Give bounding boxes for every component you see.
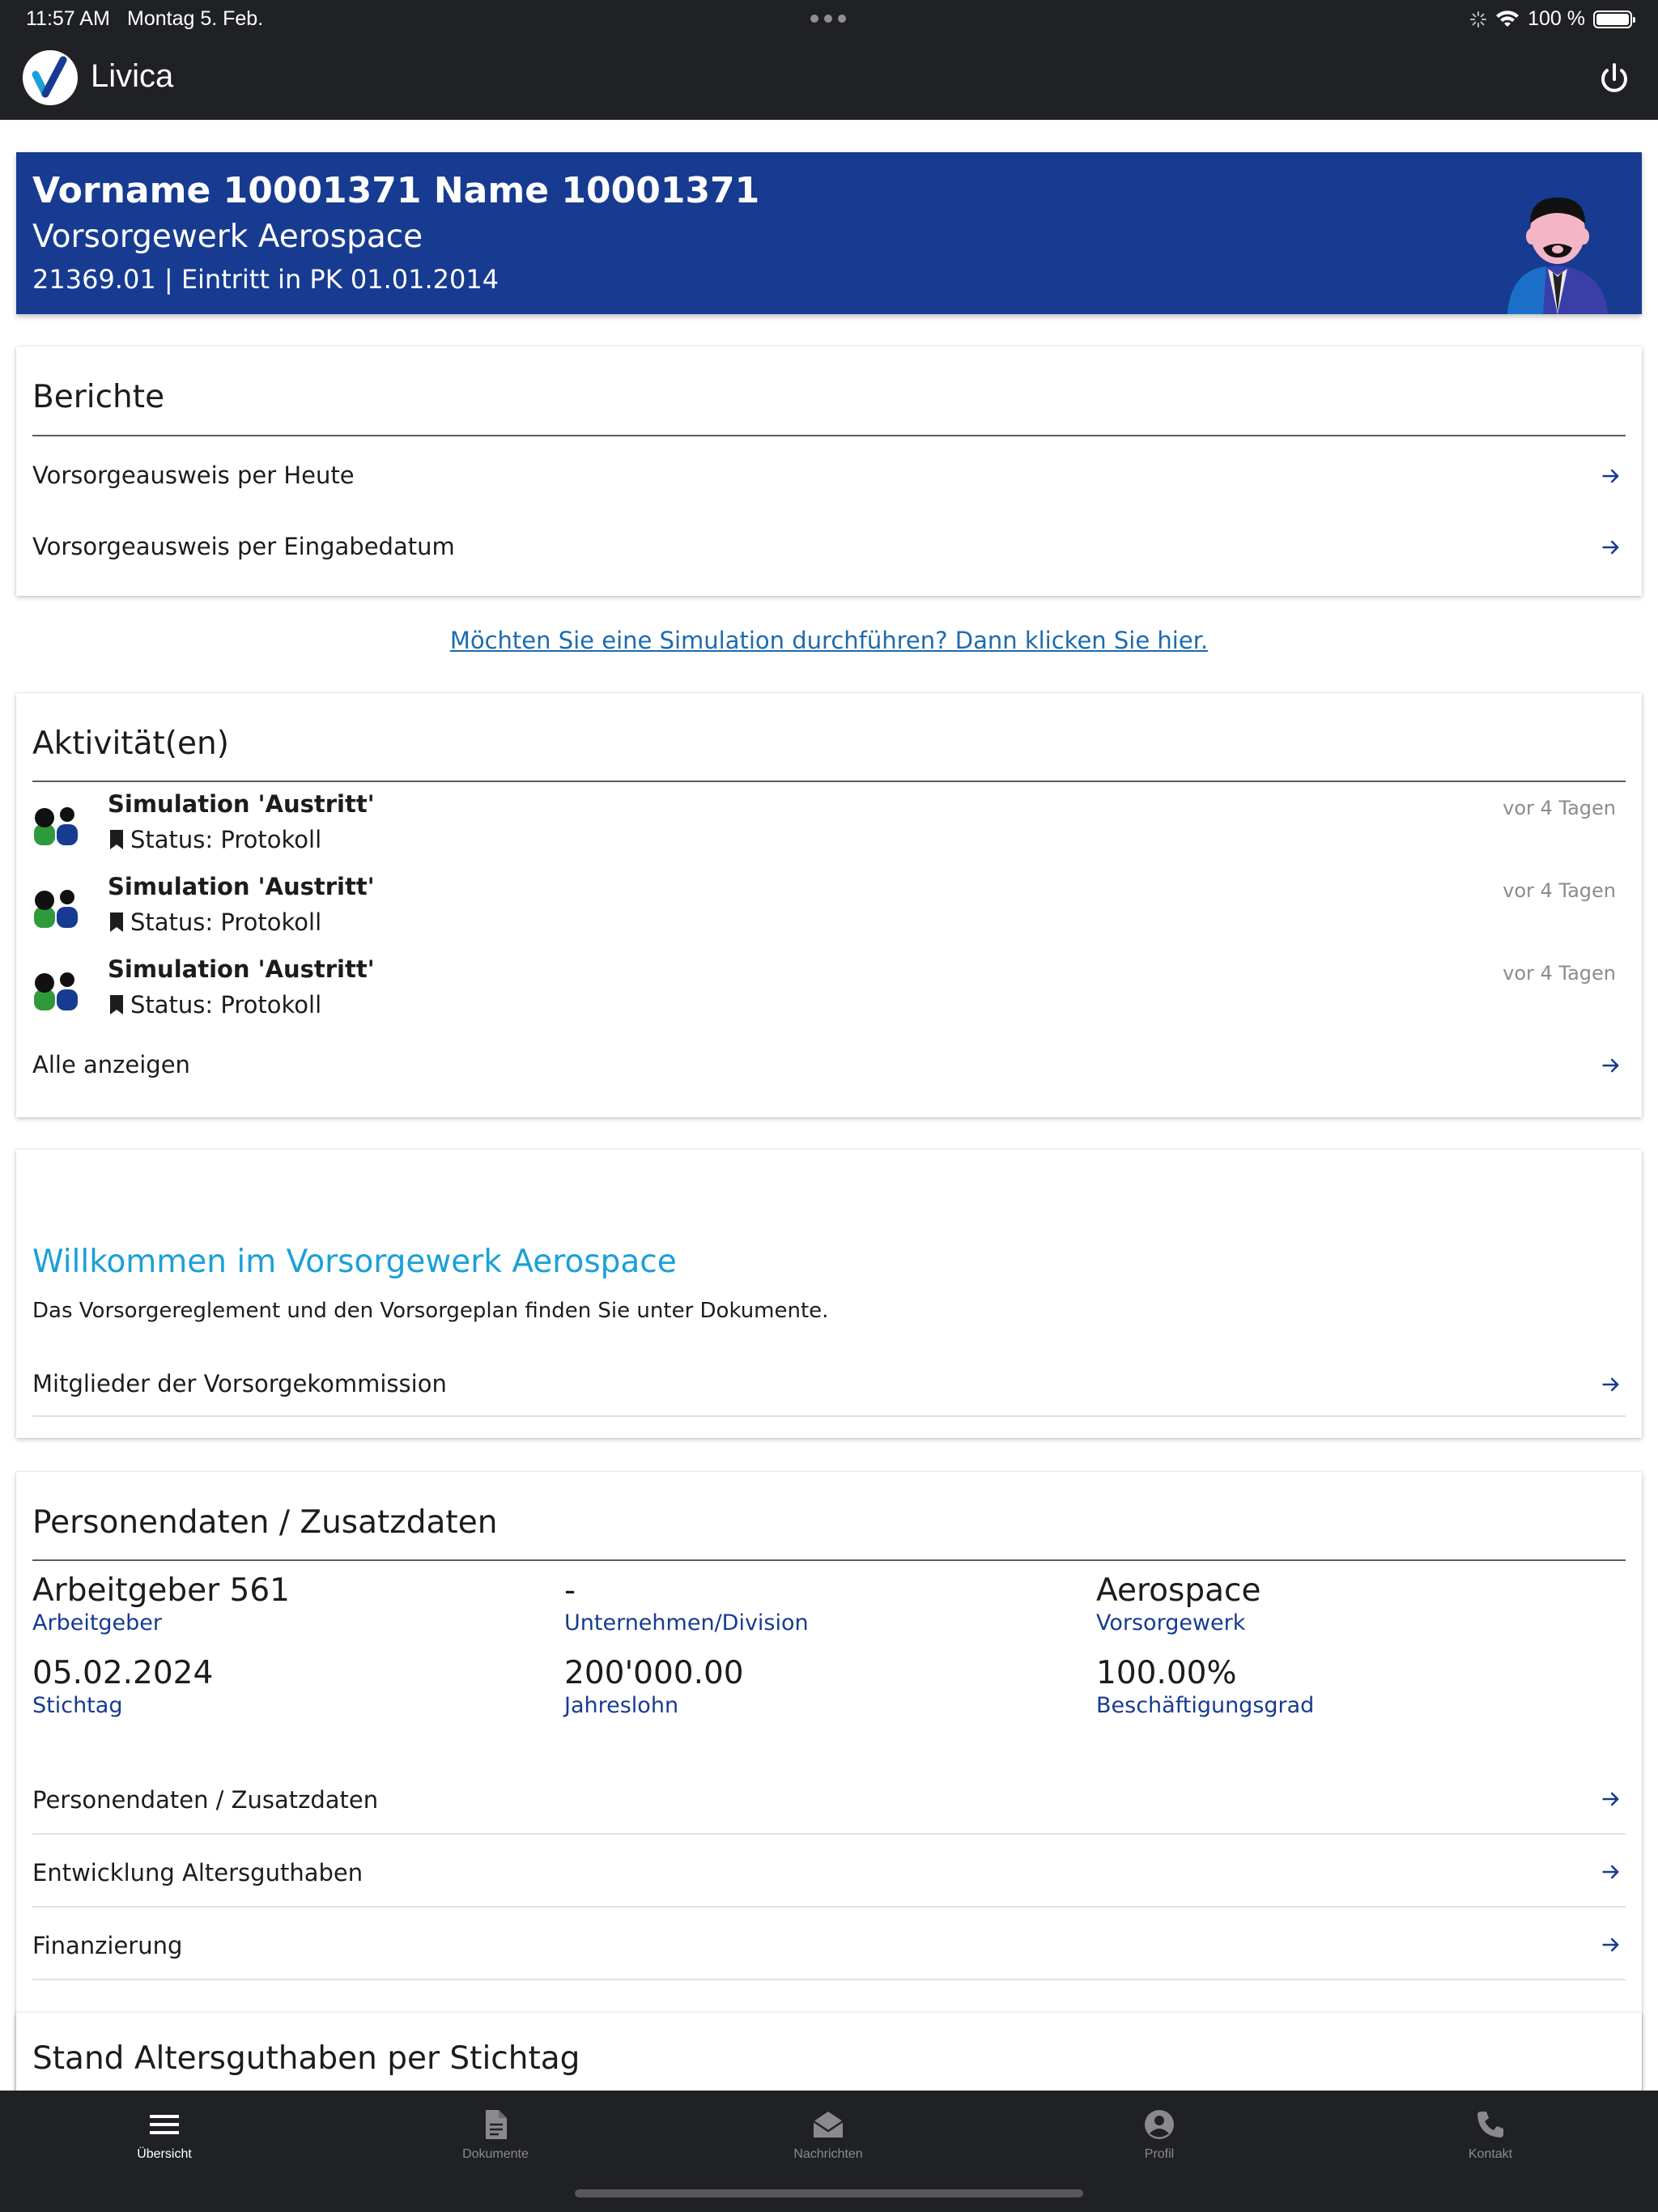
bookmark-icon [108, 828, 125, 851]
activities-title: Aktivität(en) [32, 725, 229, 762]
multitasking-dots-icon[interactable] [810, 15, 846, 23]
field-caption: Beschäftigungsgrad [1096, 1693, 1315, 1718]
field-value: Arbeitgeber 561 [32, 1572, 290, 1609]
arrow-right-icon [1600, 1933, 1622, 1956]
commission-members-link[interactable] [32, 1352, 1626, 1417]
field-caption: Jahreslohn [564, 1693, 679, 1718]
field-salary [564, 1655, 1082, 1718]
main-content[interactable] [0, 120, 1658, 2091]
reports-divider [32, 435, 1626, 436]
reports-title: Berichte [32, 379, 165, 415]
field-stichtag [32, 1655, 551, 1718]
people-icon [32, 803, 81, 845]
activity-time: vor 4 Tagen [1503, 879, 1616, 902]
nav-overview[interactable] [83, 2108, 245, 2162]
field-division [564, 1572, 1082, 1636]
activities-divider [32, 781, 1626, 782]
activity-status-label: Status: Protokoll [130, 826, 322, 853]
arrow-right-icon [1600, 465, 1622, 487]
nav-overview-label: Übersicht [137, 2147, 192, 2161]
financing-label: Finanzierung [32, 1932, 183, 1959]
show-all-label: Alle anzeigen [32, 1051, 190, 1078]
activity-title: Simulation 'Austritt' [108, 955, 375, 983]
simulation-link[interactable]: Möchten Sie eine Simulation durchführen? Dann klicken Sie hier. [449, 627, 1209, 654]
arrow-right-icon [1600, 536, 1622, 559]
people-icon [32, 968, 81, 1010]
person-data-grid [32, 1572, 1626, 1734]
bookmark-icon [108, 993, 125, 1016]
arrow-right-icon [1600, 1054, 1622, 1077]
bottom-navigation [0, 2091, 1658, 2212]
report-item-today[interactable] [32, 444, 1626, 508]
document-icon [479, 2108, 512, 2141]
status-time: 11:57 AM [26, 7, 110, 30]
activity-title: Simulation 'Austritt' [108, 790, 375, 818]
report-item-label: Vorsorgeausweis per Eingabedatum [32, 533, 455, 560]
wifi-icon [1495, 11, 1520, 28]
loading-icon [1469, 11, 1487, 28]
app-bar [0, 39, 1658, 120]
nav-profile[interactable] [1078, 2108, 1240, 2162]
menu-icon [148, 2108, 181, 2141]
app-title: Livica [91, 58, 174, 94]
field-employment-rate [1096, 1655, 1614, 1718]
status-right [1469, 7, 1632, 31]
field-value: 200'000.00 [564, 1655, 744, 1691]
member-meta: 21369.01 | Eintritt in PK 01.01.2014 [32, 264, 500, 295]
show-all-activities[interactable] [32, 1033, 1626, 1098]
report-item-input-date[interactable] [32, 515, 1626, 580]
welcome-text: Das Vorsorgereglement und den Vorsorgeplan finden Sie unter Dokumente. [32, 1299, 829, 1323]
home-indicator[interactable] [575, 2189, 1083, 2197]
nav-documents-label: Dokumente [462, 2147, 529, 2161]
field-caption: Unternehmen/Division [564, 1610, 809, 1636]
activity-item[interactable] [32, 955, 1626, 1036]
welcome-card [16, 1150, 1642, 1438]
avatar [1501, 191, 1614, 314]
financing-link[interactable] [32, 1908, 1626, 1980]
activity-status-label: Status: Protokoll [130, 991, 322, 1019]
mail-open-icon [812, 2108, 844, 2141]
field-employer [32, 1572, 551, 1636]
field-caption: Arbeitgeber [32, 1610, 163, 1636]
field-value: 100.00% [1096, 1655, 1237, 1691]
balance-title: Stand Altersguthaben per Stichtag [32, 2040, 580, 2077]
member-name: Vorname 10001371 Name 10001371 [32, 170, 760, 211]
activity-time: vor 4 Tagen [1503, 797, 1616, 819]
person-data-divider [32, 1559, 1626, 1561]
person-data-card [16, 1472, 1642, 2091]
field-vorsorgewerk [1096, 1572, 1614, 1636]
retirement-savings-link[interactable] [32, 1835, 1626, 1908]
status-date: Montag 5. Feb. [127, 7, 264, 30]
nav-profile-label: Profil [1144, 2147, 1175, 2161]
activity-status-label: Status: Protokoll [130, 908, 322, 936]
person-data-link-label: Personendaten / Zusatzdaten [32, 1786, 379, 1814]
activity-item[interactable] [32, 790, 1626, 871]
people-icon [32, 886, 81, 928]
field-caption: Vorsorgewerk [1096, 1610, 1246, 1636]
nav-contact-label: Kontakt [1468, 2147, 1513, 2161]
activities-card [16, 693, 1642, 1117]
person-data-title: Personendaten / Zusatzdaten [32, 1504, 498, 1541]
report-item-label: Vorsorgeausweis per Heute [32, 462, 355, 489]
phone-icon [1474, 2108, 1507, 2141]
livica-logo [23, 50, 78, 105]
commission-members-label: Mitglieder der Vorsorgekommission [32, 1370, 447, 1397]
retirement-savings-label: Entwicklung Altersguthaben [32, 1859, 363, 1887]
arrow-right-icon [1600, 1788, 1622, 1810]
welcome-title: Willkommen im Vorsorgewerk Aerospace [32, 1244, 677, 1280]
field-caption: Stichtag [32, 1693, 123, 1718]
activity-status [108, 991, 321, 1019]
activity-time: vor 4 Tagen [1503, 962, 1616, 985]
person-data-link[interactable] [32, 1762, 1626, 1835]
nav-messages-label: Nachrichten [793, 2147, 863, 2161]
field-value: - [564, 1572, 576, 1609]
bookmark-icon [108, 911, 125, 934]
power-icon[interactable] [1595, 60, 1634, 99]
nav-contact[interactable] [1409, 2108, 1571, 2162]
member-header-card [16, 152, 1642, 314]
nav-documents[interactable] [414, 2108, 576, 2162]
reports-card [16, 347, 1642, 596]
field-value: Aerospace [1096, 1572, 1261, 1609]
arrow-right-icon [1600, 1373, 1622, 1396]
activity-status [108, 826, 321, 853]
nav-messages[interactable] [747, 2108, 909, 2162]
battery-percent: 100 % [1528, 7, 1585, 30]
status-bar [0, 0, 1658, 39]
activity-item[interactable] [32, 873, 1626, 954]
battery-icon [1593, 11, 1632, 28]
field-value: 05.02.2024 [32, 1655, 214, 1691]
arrow-right-icon [1600, 1861, 1622, 1883]
activity-title: Simulation 'Austritt' [108, 873, 375, 900]
activity-status [108, 908, 321, 936]
account-circle-icon [1143, 2108, 1175, 2141]
member-vorsorgewerk: Vorsorgewerk Aerospace [32, 219, 423, 255]
balance-card [16, 2013, 1642, 2091]
